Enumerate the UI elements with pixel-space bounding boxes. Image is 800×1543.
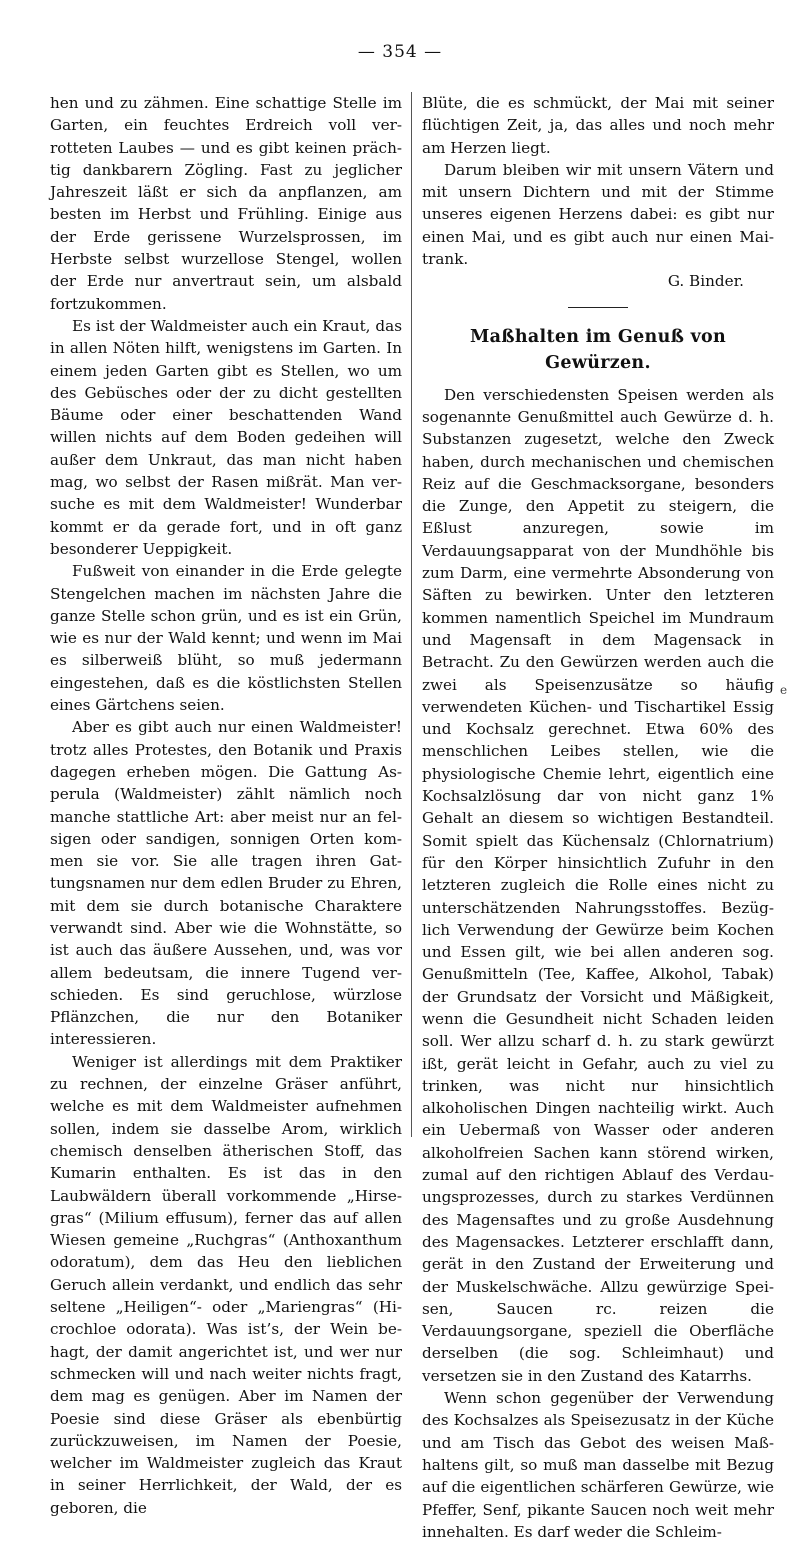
left-column — [50, 92, 402, 1519]
paragraph: Blüte, die es schmückt, der Mai mit seiner flüchtigen Zeit, ja, das alles und noch mehr am Herzen liegt. — [422, 94, 774, 157]
paragraph: Fußweit von einander in die Erde gelegte Stengelchen machen im nächsten Jahre die ganze Stelle schon grün, und es ist ein Grün, wie es nur der Wald kennt; und wenn im Mai es silberweiß blüht, so muß jedermann eingestehen, daß es die köstlichsten Stellen eines Gärtchens seien. — [50, 562, 402, 715]
right-column — [422, 92, 774, 1543]
margin-mark: e — [780, 683, 788, 697]
paragraph: hen und zu zähmen. Eine schattige Stelle im Garten, ein feuchtes Erdreich voll verrotteten Laubes — und es gibt keinen prächtig dankbarern Zögling. Fast zu jeglicher Jahreszeit läßt er sich da anpflanzen, am besten im Herbst und Frühling. Einige aus der Erde gerissene Wurzelsprossen, im Herbste selbst wurzellose Stengel, wollen der Erde nur anvertraut sein, um alsbald fortzukommen. — [50, 94, 402, 313]
column-divider — [411, 92, 412, 1137]
author-signature: G. Binder. — [667, 272, 744, 291]
author-line — [422, 270, 774, 292]
paragraph: Den verschiedensten Speisen werden als sogenannte Genußmittel auch Gewürze d. h. Substanzen zugesetzt, welche den Zweck haben, durch mechanischen und chemischen Reiz auf die Geschmacksorgane, besonders die Zunge, den Appetit zu steigern, die Eßlust anzuregen, sowie im Verdauungsapparat von der Mundhöhle bis zum Darm, eine vermehrte Absonderung von Säften zu bewirken. Unter den letzteren kommen namentlich Speichel im Mundraum und Magensaft in dem Magensack in Betracht. Zu den Gewürzen werden auch die zwei als Speisenzusätze so häufig verwendeten Küchen- und Tischartikel Essig und Kochsalz gerechnet. Etwa 60% des menschlichen Leibes stellen, wie die physiologische Chemie lehrt, eigentlich eine Kochsalzlösung dar von nicht ganz 1% Gehalt an diesem so wichtigen Bestandteil. Somit spielt das Küchensalz (Chlornatrium) für den Körper hinsichtlich Zufuhr in den letzteren zugleich die Rolle eines nicht zu unterschätzenden Nahrungsstoffes. Bezüglich Verwendung der Gewürze beim Kochen und Essen gilt, wie bei allen anderen sog. Genußmitteln (Tee, Kaffee, Alkohol, Tabak) der Grundsatz der Vorsicht und Mäßigkeit, wenn die Gesundheit nicht Schaden leiden soll. Wer allzu scharf d. h. zu stark gewürzt ißt, gerät leicht in Gefahr, auch zu viel zu trinken, was nicht nur hinsichtlich alkoholischen Dingen nachteilig wirkt. Auch ein Uebermaß von Wasser oder anderen alkoholfreien Sachen kann störend wirken, zumal auf den richtigen Ablauf des Verdauungsprozesses, durch zu starkes Verdünnen des Magensaftes und zu große Ausdehnung des Magensackes. Letzterer erschlafft dann, gerät in den Zustand der Erweiterung und der Muskelschwäche. Allzu gewürzige Speisen, Saucen rc. reizen die Verdauungsorgane, speziell die Oberfläche derselben (die sog. Schleimhaut) und versetzen sie in den Zustand des Katarrhs. — [422, 385, 774, 1385]
paragraph: Es ist der Waldmeister auch ein Kraut, das in allen Nöten hilft, wenigstens im Garten. In einem jeden Garten gibt es Stellen, wo um des Gebüsches oder der zu dicht gestellten Bäume oder einer beschattenden Wand willen nichts auf dem Boden gedeihen will außer dem Unkraut, das man nicht haben mag, wo selbst der Rasen mißrät. Man versuche es mit dem Waldmeister! Wunderbar kommt er da gerade fort, und in oft ganz besonderer Ueppigkeit. — [50, 316, 402, 558]
section-divider — [568, 307, 628, 308]
page-number: — 354 — — [357, 42, 443, 62]
paragraph: Aber es gibt auch nur einen Waldmeister! trotz alles Protestes, den Botanik und Praxis dagegen erheben mögen. Die Gattung Asperula (Waldmeister) zählt nämlich noch manche stattliche Art: aber meist nur an felsigen oder sandigen, sonnigen Orten kommen sie vor. Sie alle tragen ihren Gattungsnamen nur dem edlen Bruder zu Ehren, mit dem sie durch botanische Charaktere verwandt sind. Aber wie die Wohnstätte, so ist auch das äußere Aussehen, und, was vor allem bedeutsam, die innere Tugend verschieden. Es sind geruchlose, würzlose Pflänzchen, die nur den Botaniker interessieren. — [50, 718, 402, 1049]
article-heading: Maßhalten im Genuß von Gewürzen. — [469, 326, 727, 373]
paragraph: Wenn schon gegenüber der Verwendung des Kochsalzes als Speisezusatz in der Küche und am Tisch das Gebot des weisen Maßhaltens gilt, so muß man dasselbe mit Bezug auf die eigentlichen schärferen Gewürze, wie Pfeffer, Senf, pikante Saucen noch weit mehr innehalten. Es darf weder die Schleim- — [422, 1389, 774, 1541]
paragraph: Weniger ist allerdings mit dem Praktiker zu rechnen, der einzelne Gräser anführt, welche es mit dem Waldmeister aufnehmen sollen, indem sie dasselbe Arom, wirklich chemisch denselben ätherischen Stoff, das Kumarin enthalten. Es ist das in den Laubwäldern überall vorkommende „Hirsegras“ (Milium effusum), ferner das auf allen Wiesen gemeine „Ruchgras“ (Anthoxanthum odoratum), dem das Heu den lieblichen Geruch allein verdankt, und endlich das sehr seltene „Heiligen“- oder „Mariengras“ (Hicrochloe odorata). Was ist’s, der Wein behagt, der damit angerichtet ist, und wer nur schmecken will und nach weiter nichts fragt, dem mag es genügen. Aber im Namen der Poesie sind diese Gräser als ebenbürtig zurückzuweisen, im Namen der Poesie, welcher im Waldmeister zugleich das Kraut in seiner Herrlichkeit, der Wald, der es geboren, die — [50, 1052, 402, 1517]
paragraph: Darum bleiben wir mit unsern Vätern und mit unsern Dichtern und mit der Stimme unseres eigenen Herzens dabei: es gibt nur einen Mai, und es gibt auch nur einen Maitrank. — [422, 160, 774, 269]
